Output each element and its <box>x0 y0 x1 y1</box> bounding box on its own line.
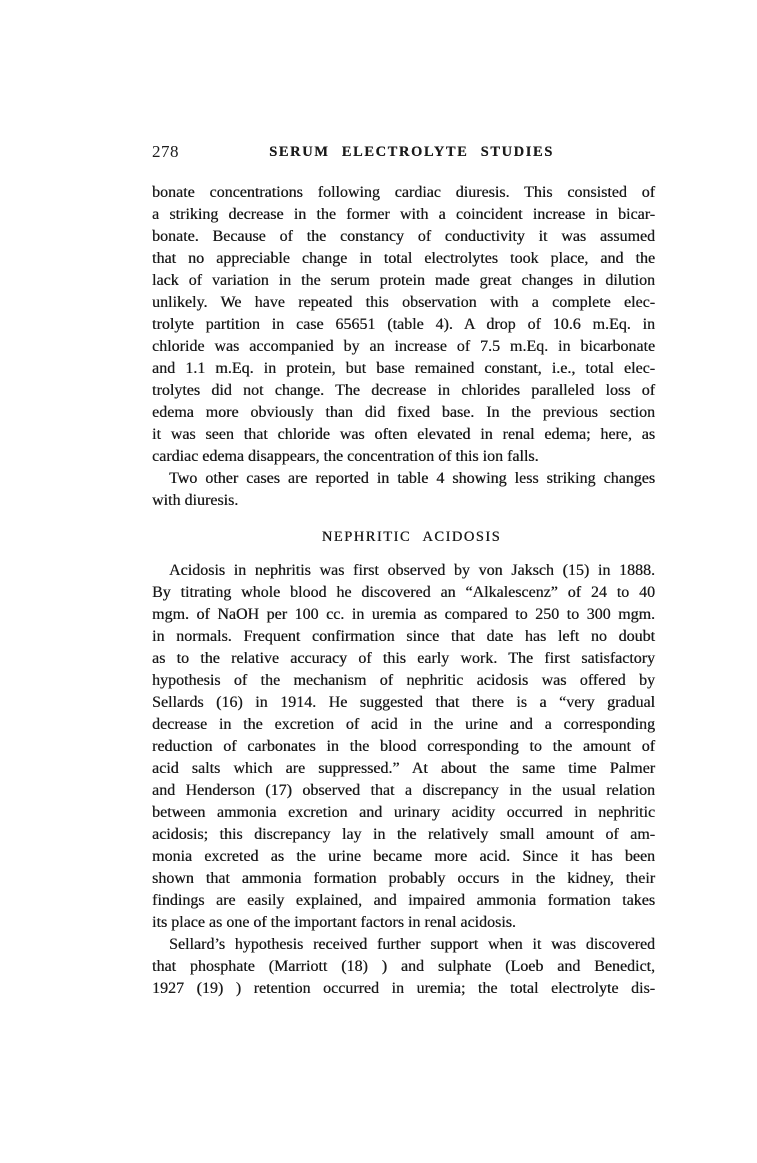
text-line: shown that ammonia formation probably occurs in the kidney, their <box>152 870 655 887</box>
text-line: bonate. Because of the constancy of conductivity it was assumed <box>152 228 655 245</box>
text-line: that phosphate (Marriott (18) ) and sulphate (Loeb and Benedict, <box>152 958 655 975</box>
paragraph-3 <box>152 560 655 934</box>
text-line: cardiac edema disappears, the concentration of this ion falls. <box>152 448 539 465</box>
text-line: Two other cases are reported in table 4 showing less striking changes <box>169 470 655 487</box>
text-line: acidosis; this discrepancy lay in the relatively small amount of am- <box>152 826 655 843</box>
text-line: chloride was accompanied by an increase of 7.5 m.Eq. in bicarbonate <box>152 338 655 355</box>
text-line: reduction of carbonates in the blood corresponding to the amount of <box>152 738 655 755</box>
text-line: in normals. Frequent confirmation since that date has left no doubt <box>152 628 655 645</box>
text-line: lack of variation in the serum protein made great changes in dilution <box>152 272 655 289</box>
body-text <box>152 182 655 1000</box>
text-line: trolytes did not change. The decrease in chlorides paralleled loss of <box>152 382 655 399</box>
page-header <box>152 143 655 161</box>
text-line: it was seen that chloride was often elevated in renal edema; here, as <box>152 426 655 443</box>
text-line: Acidosis in nephritis was first observed by von Jaksch (15) in 1888. <box>169 562 655 579</box>
running-head: SERUM ELECTROLYTE STUDIES <box>269 144 554 160</box>
text-line: edema more obviously than did fixed base. In the previous section <box>152 404 655 421</box>
text-line: findings are easily explained, and impaired ammonia formation takes <box>152 892 655 909</box>
text-line: mgm. of NaOH per 100 cc. in uremia as compared to 250 to 300 mgm. <box>152 606 655 623</box>
section-heading: NEPHRITIC ACIDOSIS <box>321 529 502 545</box>
text-line: hypothesis of the mechanism of nephritic acidosis was offered by <box>152 672 655 689</box>
text-line: as to the relative accuracy of this early work. The first satisfactory <box>152 650 655 667</box>
text-line: acid salts which are suppressed.” At about the same time Palmer <box>152 760 655 777</box>
paragraph-2 <box>152 468 655 512</box>
text-line: By titrating whole blood he discovered an “Alkalescenz” of 24 to 40 <box>152 584 655 601</box>
paragraph-4 <box>152 934 655 1000</box>
text-line: between ammonia excretion and urinary acidity occurred in nephritic <box>152 804 655 821</box>
text-line: bonate concentrations following cardiac diuresis. This consisted of <box>152 184 655 201</box>
text-line: a striking decrease in the former with a coincident increase in bicar- <box>152 206 655 223</box>
text-block <box>152 143 655 1000</box>
text-line: trolyte partition in case 65651 (table 4). A drop of 10.6 m.Eq. in <box>152 316 655 333</box>
text-line: its place as one of the important factors in renal acidosis. <box>152 914 516 931</box>
text-line: Sellard’s hypothesis received further support when it was discovered <box>169 936 655 953</box>
text-line: monia excreted as the urine became more acid. Since it has been <box>152 848 655 865</box>
text-line: unlikely. We have repeated this observation with a complete elec- <box>152 294 655 311</box>
text-line: that no appreciable change in total electrolytes took place, and the <box>152 250 655 267</box>
page-number: 278 <box>152 142 179 161</box>
text-line: 1927 (19) ) retention occurred in uremia; the total electrolyte dis- <box>152 980 655 997</box>
text-line: decrease in the excretion of acid in the urine and a corresponding <box>152 716 655 733</box>
text-line: Sellards (16) in 1914. He suggested that there is a “very gradual <box>152 694 655 711</box>
text-line: and Henderson (17) observed that a discrepancy in the usual relation <box>152 782 655 799</box>
paragraph-1 <box>152 182 655 468</box>
text-line: and 1.1 m.Eq. in protein, but base remained constant, i.e., total elec- <box>152 360 655 377</box>
text-line: with diuresis. <box>152 492 239 509</box>
